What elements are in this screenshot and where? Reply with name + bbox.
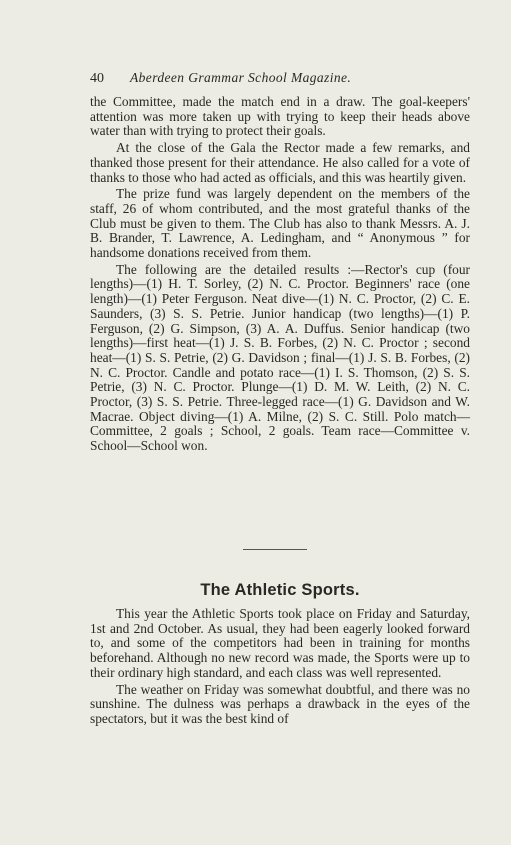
running-title: Aberdeen Grammar School Magazine. — [130, 70, 352, 85]
paragraph: The weather on Friday was somewhat doubtful, and there was no sunshine. The dulness was perhaps a drawback in the eyes of the spectators, but it was the best kind of — [90, 681, 470, 726]
paragraph: the Committee, made the match end in a draw. The goal-keepers' attention was more taken up with trying to keep their heads above water than with trying to protect their goals. — [90, 94, 470, 139]
paragraph: The following are the detailed results :—Rector's cup (four lengths)—(1) H. T. Sorley, (2) N. C. Proctor. Beginners' race (one length)—(1) Peter Ferguson. Neat dive—(1) N. C. Proctor, (2) C. E. Saunders, (3) S. S. Petrie. Junior handicap (two lengths)—(1) P. Ferguson, (2) G. Simpson, (3) A. A. Duffus. Senior handicap (two lengths)—first heat—(1) J. S. B. Forbes, (2) N. C. Proctor ; second heat—(1) S. S. Petrie, (2) G. Davidson ; final—(1) J. S. B. Forbes, (2) N. C. Proctor. Candle and potato race—(1) I. S. Thomson, (2) S. S. Petrie, (3) N. C. Proctor. Plunge—(1) D. M. W. Leith, (2) N. C. Proctor, (3) S. S. Petrie. Three-legged race—(1) G. Davidson and W. Macrae. Object diving—(1) A. Milne, (2) S. C. Still. Polo match—Committee, 2 goals ; School, 2 goals. Team race—Committee v. School—School won. — [90, 261, 470, 454]
section-title: The Athletic Sports. — [200, 581, 360, 599]
athletic-sports-text — [90, 607, 470, 727]
gala-report-text — [90, 95, 470, 454]
paragraph: The prize fund was largely dependent on the members of the staff, 26 of whom contributed, and the most grateful thanks of the Club must be given to them. The Club has also to thank Messrs. A. J. B. Brander, T. Lawrence, A. Ledingham, and “ Anonymous ” for handsome donations received from them. — [90, 186, 470, 261]
paragraph: At the close of the Gala the Rector made a few remarks, and thanked those present for their attendance. He also called for a vote of thanks to those who had acted as officials, and this was heartily given. — [90, 140, 470, 185]
page-header — [90, 70, 470, 87]
paragraph: This year the Athletic Sports took place on Friday and Saturday, 1st and 2nd October. As usual, they had been eagerly looked forward to, and some of the competitors had been in training for months beforehand. Although no new record was made, the Sports were up to their ordinary high standard, and each class was well represented. — [90, 606, 470, 680]
page-number: 40 — [90, 71, 104, 86]
section-divider — [243, 549, 307, 550]
